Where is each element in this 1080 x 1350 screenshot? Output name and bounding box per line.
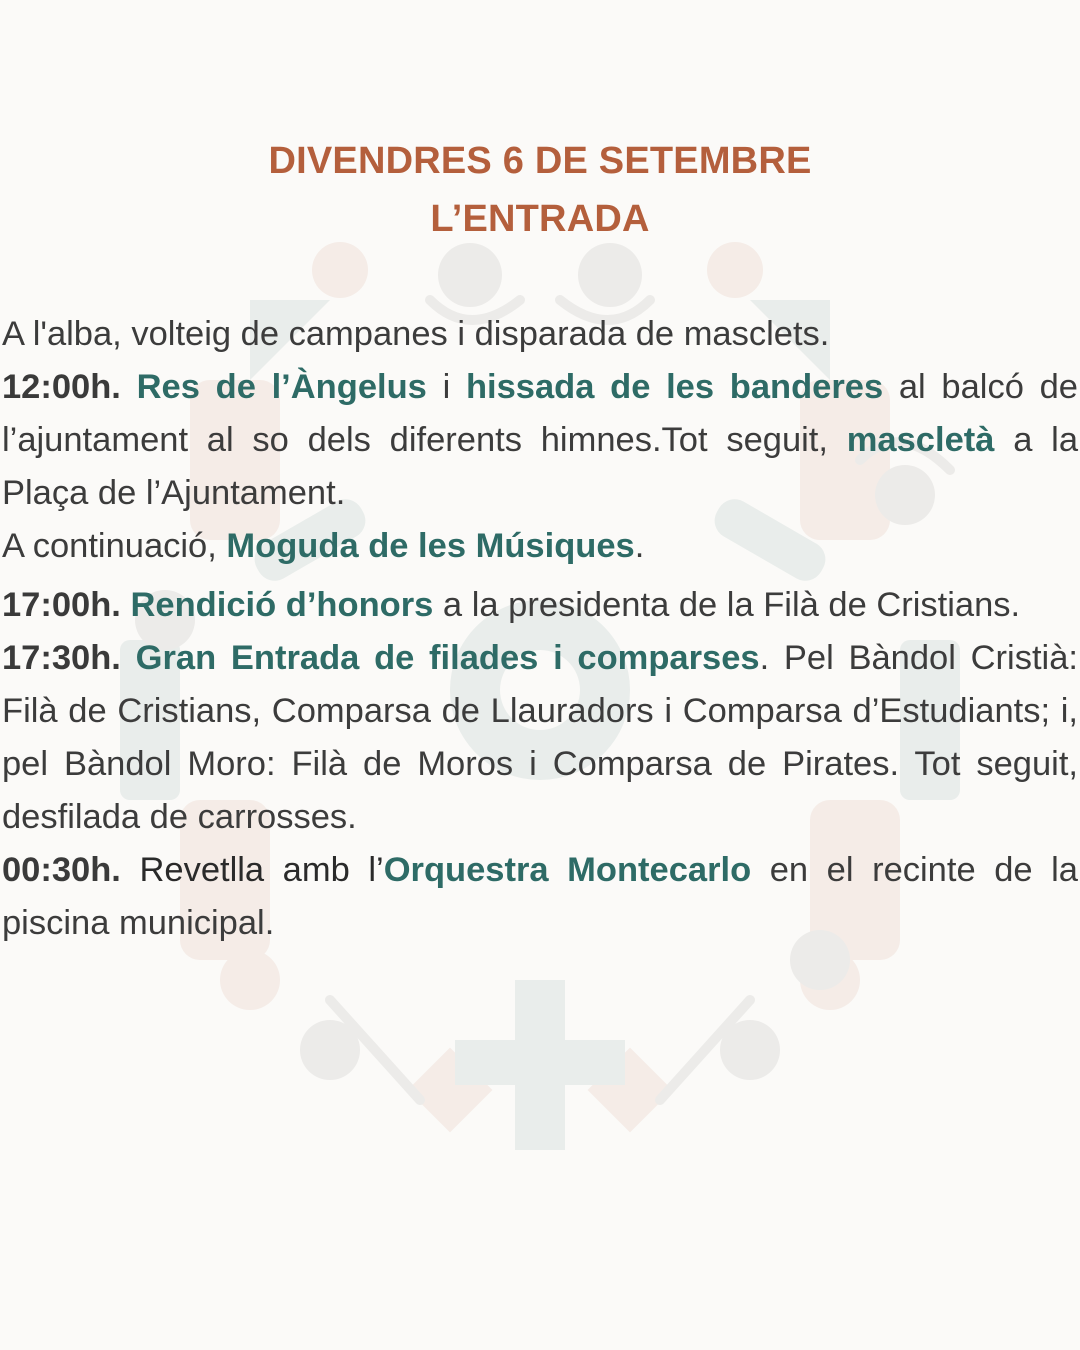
header-event-title: L’ENTRADA (430, 198, 650, 240)
schedule-time: 12:00h. (2, 368, 121, 406)
event-text: al balcó de l’ajuntament al so dels diferents himnes.Tot seguit, (2, 368, 1078, 459)
event-highlight: Orquestra Montecarlo (383, 851, 752, 889)
event-highlight: mascletà (846, 421, 995, 459)
schedule-item-1700 (2, 579, 1078, 632)
event-text: Revetlla amb l’ (120, 851, 384, 889)
schedule-item-1730 (2, 632, 1078, 844)
schedule-time: 17:00h. (2, 586, 121, 624)
event-text: a la Plaça de l’Ajuntament. (2, 421, 1079, 512)
event-text: i (426, 368, 466, 406)
event-text: . (634, 527, 645, 565)
event-text: A continuació, (2, 527, 227, 565)
event-highlight: Gran Entrada de filades i comparses (135, 639, 760, 677)
event-highlight: Moguda de les Músiques (226, 527, 635, 565)
schedule-content (2, 308, 1078, 950)
header-date-title: DIVENDRES 6 DE SETEMBRE (268, 140, 812, 182)
schedule-item-dawn (2, 308, 1078, 361)
page-header (0, 132, 1080, 248)
event-text: . Pel Bàndol Cristià: Filà de Cristians, Comparsa de Llauradors i Comparsa d’Estudiants; i, pel Bàndol Moro: Filà de Moros i Comparsa de Pirates. Tot seguit, desfilada de carrosses. (2, 639, 1078, 836)
event-text: en el recinte de la piscina municipal. (2, 851, 1078, 942)
event-text: a la presidenta de la Filà de Cristians. (433, 586, 1021, 624)
event-highlight: hissada de les banderes (465, 368, 884, 406)
schedule-time: 00:30h. (2, 851, 121, 889)
schedule-item-continuation (2, 520, 1078, 573)
dawn-text: A l'alba, volteig de campanes i disparada de masclets. (2, 315, 830, 353)
schedule-item-1200 (2, 361, 1078, 520)
schedule-item-0030 (2, 844, 1078, 950)
event-highlight: Res de l’Àngelus (136, 368, 427, 406)
event-highlight: Rendició d’honors (130, 586, 434, 624)
schedule-time: 17:30h. (2, 639, 121, 677)
